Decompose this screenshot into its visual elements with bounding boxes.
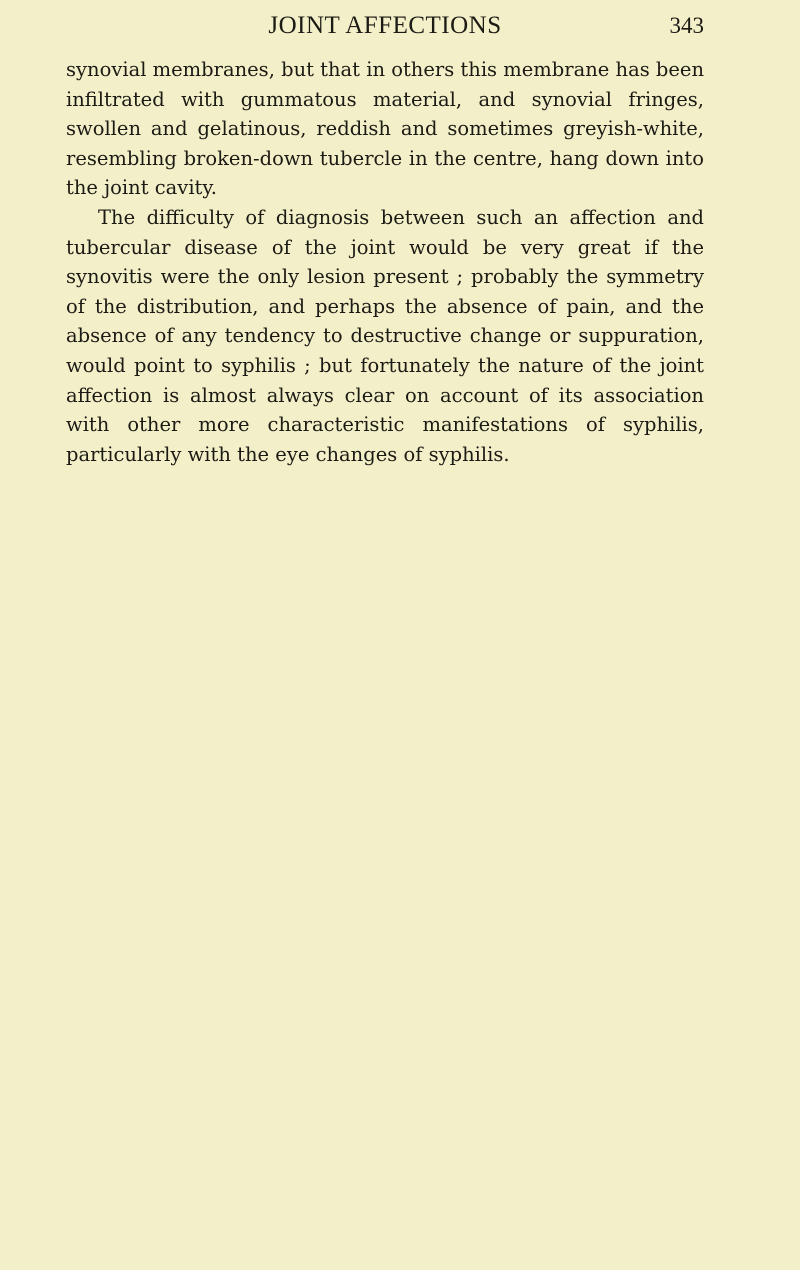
paragraph-diagnosis: The difficulty of diagnosis between such an affection and tubercular disease of the joint would be very great if the synovitis were the only lesion present ; probably the symmetry of the distribution, and perhaps the absence of pain, and the absence of any tendency to destructive change or suppuration, would point to syphilis ; but fortunately the nature of the joint affection is almost always clear on account of its association with other more characteristic manifestations of syphilis, particularly with the eye changes of syphilis.	[66, 205, 704, 466]
page-header	[66, 6, 704, 46]
paragraph-continued: synovial membranes, but that in others this membrane has been infiltrated with gummatous material, and synovial fringes, swollen and gelatinous, reddish and sometimes greyish-white, resembling broken-down tubercle in the centre, hang down into the joint cavity.	[66, 58, 705, 200]
running-title: JOINT AFFECTIONS	[268, 12, 502, 39]
body-text	[66, 55, 704, 469]
page-number: 343	[669, 13, 704, 38]
